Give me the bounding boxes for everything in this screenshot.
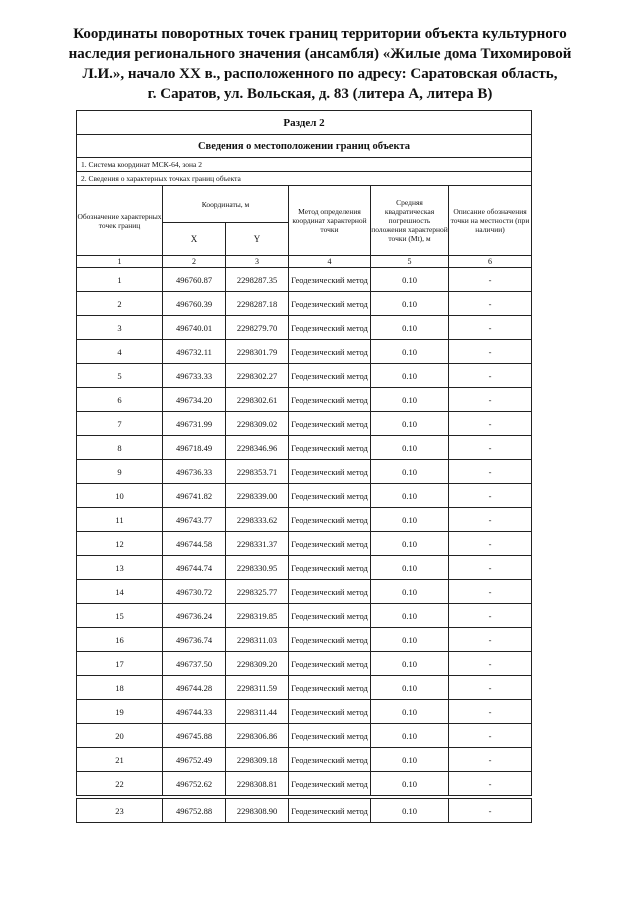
- coord-y-cell: 2298331.37: [226, 532, 289, 556]
- coord-y-cell: 2298311.03: [226, 628, 289, 652]
- description-cell: -: [449, 700, 532, 724]
- method-cell: Геодезический метод: [289, 364, 371, 388]
- method-cell: Геодезический метод: [289, 772, 371, 796]
- header-x: X: [163, 223, 226, 256]
- point-number-cell: 5: [77, 364, 163, 388]
- column-number: 2: [163, 256, 226, 268]
- table-row: [77, 292, 532, 316]
- table-row: [77, 436, 532, 460]
- point-number-cell: 1: [77, 268, 163, 292]
- method-cell: Геодезический метод: [289, 700, 371, 724]
- section-heading: Раздел 2: [77, 111, 532, 135]
- accuracy-cell: 0.10: [371, 772, 449, 796]
- coord-x-cell: 496736.24: [163, 604, 226, 628]
- coord-y-cell: 2298287.18: [226, 292, 289, 316]
- table-row: [77, 748, 532, 772]
- coord-x-cell: 496730.72: [163, 580, 226, 604]
- method-cell: Геодезический метод: [289, 628, 371, 652]
- title-line: г. Саратов, ул. Вольская, д. 83 (литера А, литера В): [147, 86, 493, 102]
- header-point: Обозначение характерных точек границ: [77, 186, 163, 256]
- method-cell: Геодезический метод: [289, 340, 371, 364]
- coord-y-cell: 2298309.02: [226, 412, 289, 436]
- point-number-cell: 19: [77, 700, 163, 724]
- table-row: [77, 772, 532, 796]
- point-number-cell: 17: [77, 652, 163, 676]
- coord-y-cell: 2298311.59: [226, 676, 289, 700]
- description-cell: -: [449, 532, 532, 556]
- accuracy-cell: 0.10: [371, 316, 449, 340]
- point-number-cell: 7: [77, 412, 163, 436]
- accuracy-cell: 0.10: [371, 799, 449, 823]
- description-cell: -: [449, 316, 532, 340]
- table-row: [77, 580, 532, 604]
- description-cell: -: [449, 556, 532, 580]
- coord-y-cell: 2298330.95: [226, 556, 289, 580]
- accuracy-cell: 0.10: [371, 508, 449, 532]
- description-cell: -: [449, 388, 532, 412]
- point-number-cell: 22: [77, 772, 163, 796]
- coord-y-cell: 2298309.20: [226, 652, 289, 676]
- coord-y-cell: 2298279.70: [226, 316, 289, 340]
- accuracy-cell: 0.10: [371, 484, 449, 508]
- table-row: [77, 268, 532, 292]
- accuracy-cell: 0.10: [371, 292, 449, 316]
- point-number-cell: 16: [77, 628, 163, 652]
- table-row: [77, 388, 532, 412]
- accuracy-cell: 0.10: [371, 628, 449, 652]
- header-y: Y: [226, 223, 289, 256]
- description-cell: -: [449, 292, 532, 316]
- point-number-cell: 9: [77, 460, 163, 484]
- description-cell: -: [449, 412, 532, 436]
- coord-x-cell: 496734.20: [163, 388, 226, 412]
- point-number-cell: 10: [77, 484, 163, 508]
- point-number-cell: 23: [77, 799, 163, 823]
- coord-x-cell: 496732.11: [163, 340, 226, 364]
- coord-y-cell: 2298353.71: [226, 460, 289, 484]
- method-cell: Геодезический метод: [289, 460, 371, 484]
- accuracy-cell: 0.10: [371, 268, 449, 292]
- coord-y-cell: 2298311.44: [226, 700, 289, 724]
- accuracy-cell: 0.10: [371, 412, 449, 436]
- table-row: [77, 724, 532, 748]
- column-number: 4: [289, 256, 371, 268]
- accuracy-cell: 0.10: [371, 724, 449, 748]
- table-row: [77, 700, 532, 724]
- table-row: [77, 652, 532, 676]
- description-cell: -: [449, 364, 532, 388]
- table-row: [77, 316, 532, 340]
- description-cell: -: [449, 799, 532, 823]
- coord-y-cell: 2298306.86: [226, 724, 289, 748]
- coord-y-cell: 2298287.35: [226, 268, 289, 292]
- column-number: 5: [371, 256, 449, 268]
- coord-x-cell: 496740.01: [163, 316, 226, 340]
- point-number-cell: 21: [77, 748, 163, 772]
- method-cell: Геодезический метод: [289, 652, 371, 676]
- table-row: [77, 364, 532, 388]
- method-cell: Геодезический метод: [289, 316, 371, 340]
- accuracy-cell: 0.10: [371, 532, 449, 556]
- coord-x-cell: 496752.88: [163, 799, 226, 823]
- title-line: наследия регионального значения (ансамбля) «Жилые дома Тихомировой: [68, 46, 572, 62]
- description-cell: -: [449, 748, 532, 772]
- description-cell: -: [449, 772, 532, 796]
- point-number-cell: 6: [77, 388, 163, 412]
- accuracy-cell: 0.10: [371, 364, 449, 388]
- point-number-cell: 13: [77, 556, 163, 580]
- header-coords: Координаты, м: [163, 186, 289, 223]
- point-number-cell: 15: [77, 604, 163, 628]
- coord-x-cell: 496744.58: [163, 532, 226, 556]
- table-row: [77, 799, 532, 823]
- coord-x-cell: 496744.28: [163, 676, 226, 700]
- title-line: Координаты поворотных точек границ территории объекта культурного: [73, 26, 567, 42]
- point-number-cell: 20: [77, 724, 163, 748]
- description-cell: -: [449, 724, 532, 748]
- coord-x-cell: 496745.88: [163, 724, 226, 748]
- header-method: Метод определения координат характерной точки: [289, 186, 371, 256]
- coord-x-cell: 496752.49: [163, 748, 226, 772]
- point-number-cell: 2: [77, 292, 163, 316]
- table-row: [77, 628, 532, 652]
- description-cell: -: [449, 676, 532, 700]
- method-cell: Геодезический метод: [289, 532, 371, 556]
- accuracy-cell: 0.10: [371, 652, 449, 676]
- table-row: [77, 676, 532, 700]
- description-cell: -: [449, 460, 532, 484]
- coord-x-cell: 496731.99: [163, 412, 226, 436]
- coord-y-cell: 2298309.18: [226, 748, 289, 772]
- coord-x-cell: 496741.82: [163, 484, 226, 508]
- accuracy-cell: 0.10: [371, 436, 449, 460]
- coord-y-cell: 2298308.90: [226, 799, 289, 823]
- method-cell: Геодезический метод: [289, 268, 371, 292]
- description-cell: -: [449, 508, 532, 532]
- accuracy-cell: 0.10: [371, 676, 449, 700]
- coord-x-cell: 496718.49: [163, 436, 226, 460]
- section-subheading: Сведения о местоположении границ объекта: [77, 135, 532, 158]
- table-row: [77, 412, 532, 436]
- method-cell: Геодезический метод: [289, 799, 371, 823]
- description-cell: -: [449, 580, 532, 604]
- method-cell: Геодезический метод: [289, 436, 371, 460]
- coord-y-cell: 2298302.27: [226, 364, 289, 388]
- description-cell: -: [449, 268, 532, 292]
- boundary-points-table: [76, 110, 532, 823]
- method-cell: Геодезический метод: [289, 484, 371, 508]
- coord-y-cell: 2298346.96: [226, 436, 289, 460]
- column-number-row: [77, 256, 532, 268]
- method-cell: Геодезический метод: [289, 748, 371, 772]
- accuracy-cell: 0.10: [371, 556, 449, 580]
- method-cell: Геодезический метод: [289, 676, 371, 700]
- accuracy-cell: 0.10: [371, 700, 449, 724]
- column-number: 6: [449, 256, 532, 268]
- point-number-cell: 18: [77, 676, 163, 700]
- method-cell: Геодезический метод: [289, 604, 371, 628]
- table-row: [77, 460, 532, 484]
- coord-y-cell: 2298339.00: [226, 484, 289, 508]
- points-info-note: 2. Сведения о характерных точках границ объекта: [77, 172, 532, 186]
- coord-x-cell: 496733.33: [163, 364, 226, 388]
- coord-y-cell: 2298301.79: [226, 340, 289, 364]
- method-cell: Геодезический метод: [289, 508, 371, 532]
- description-cell: -: [449, 436, 532, 460]
- method-cell: Геодезический метод: [289, 292, 371, 316]
- accuracy-cell: 0.10: [371, 460, 449, 484]
- coord-x-cell: 496737.50: [163, 652, 226, 676]
- method-cell: Геодезический метод: [289, 412, 371, 436]
- header-accuracy: Средняя квадратическая погрешность положения характерной точки (Mt), м: [371, 186, 449, 256]
- coord-y-cell: 2298302.61: [226, 388, 289, 412]
- table-row: [77, 484, 532, 508]
- coord-y-cell: 2298325.77: [226, 580, 289, 604]
- method-cell: Геодезический метод: [289, 388, 371, 412]
- coord-x-cell: 496760.39: [163, 292, 226, 316]
- method-cell: Геодезический метод: [289, 556, 371, 580]
- coord-y-cell: 2298333.62: [226, 508, 289, 532]
- accuracy-cell: 0.10: [371, 340, 449, 364]
- point-number-cell: 8: [77, 436, 163, 460]
- description-cell: -: [449, 628, 532, 652]
- coordinate-system-note: 1. Система координат МСК-64, зона 2: [77, 158, 532, 172]
- document-title: [40, 24, 600, 104]
- table-row: [77, 532, 532, 556]
- coord-y-cell: 2298319.85: [226, 604, 289, 628]
- column-number: 1: [77, 256, 163, 268]
- point-number-cell: 3: [77, 316, 163, 340]
- header-description: Описание обозначения точки на местности (при наличии): [449, 186, 532, 256]
- column-number: 3: [226, 256, 289, 268]
- method-cell: Геодезический метод: [289, 580, 371, 604]
- coord-x-cell: 496760.87: [163, 268, 226, 292]
- coord-x-cell: 496744.74: [163, 556, 226, 580]
- coord-x-cell: 496744.33: [163, 700, 226, 724]
- coord-x-cell: 496736.74: [163, 628, 226, 652]
- method-cell: Геодезический метод: [289, 724, 371, 748]
- description-cell: -: [449, 604, 532, 628]
- coord-y-cell: 2298308.81: [226, 772, 289, 796]
- coord-x-cell: 496736.33: [163, 460, 226, 484]
- coord-x-cell: 496752.62: [163, 772, 226, 796]
- table-row: [77, 604, 532, 628]
- description-cell: -: [449, 484, 532, 508]
- accuracy-cell: 0.10: [371, 604, 449, 628]
- accuracy-cell: 0.10: [371, 388, 449, 412]
- table-row: [77, 556, 532, 580]
- description-cell: -: [449, 652, 532, 676]
- accuracy-cell: 0.10: [371, 748, 449, 772]
- table-row: [77, 508, 532, 532]
- point-number-cell: 12: [77, 532, 163, 556]
- point-number-cell: 4: [77, 340, 163, 364]
- table-row: [77, 340, 532, 364]
- point-number-cell: 11: [77, 508, 163, 532]
- title-line: Л.И.», начало XX в., расположенного по адресу: Саратовская область,: [82, 66, 558, 82]
- point-number-cell: 14: [77, 580, 163, 604]
- description-cell: -: [449, 340, 532, 364]
- accuracy-cell: 0.10: [371, 580, 449, 604]
- coord-x-cell: 496743.77: [163, 508, 226, 532]
